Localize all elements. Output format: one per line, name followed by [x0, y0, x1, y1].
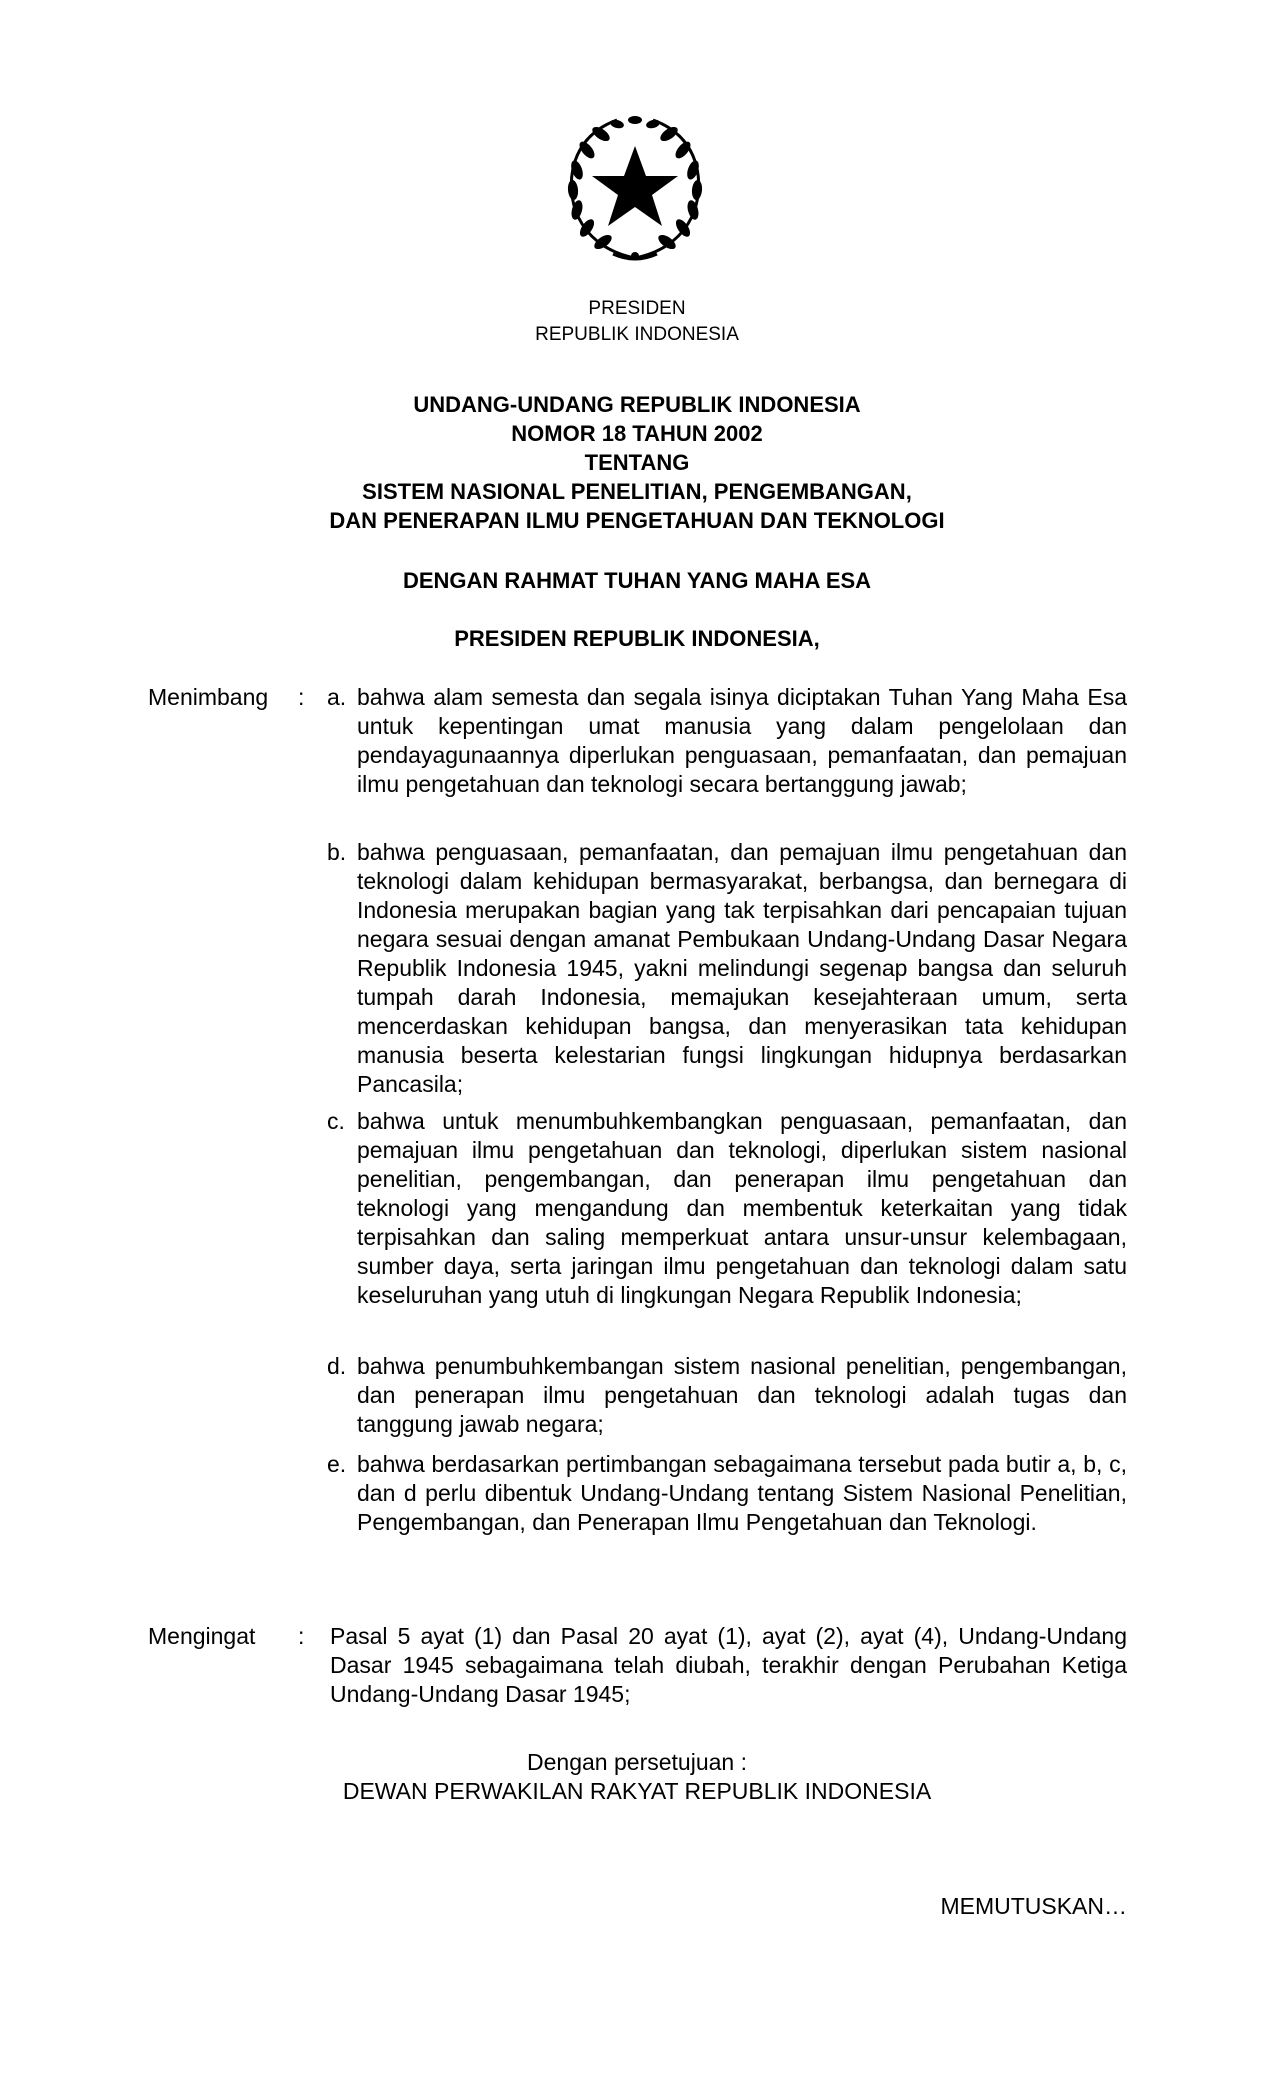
item-text: bahwa alam semesta dan segala isinya diciptakan Tuhan Yang Maha Esa untuk kepentingan umat manusia yang dalam pengelolaan dan pendayagunaannya diperlukan penguasaan, pemanfaatan, dan pemajuan ilmu pengetahuan dan teknologi secara bertanggung jawab; — [357, 684, 1127, 797]
document-title — [237, 390, 1037, 535]
menimbang-item-a — [327, 683, 1127, 799]
garuda-star-emblem-icon — [555, 108, 715, 268]
mengingat-label: Mengingat — [148, 1623, 256, 1649]
menimbang-item-d — [327, 1352, 1127, 1439]
title-line: SISTEM NASIONAL PENELITIAN, PENGEMBANGAN, — [362, 479, 912, 504]
menimbang-colon: : — [298, 684, 305, 710]
item-letter: c. — [327, 1108, 345, 1134]
item-letter: e. — [327, 1451, 347, 1477]
title-line: NOMOR 18 TAHUN 2002 — [511, 421, 763, 446]
president-label-line1: PRESIDEN — [588, 298, 686, 319]
menimbang-item-c — [327, 1107, 1127, 1310]
item-text: bahwa untuk menumbuhkembangkan penguasaan, pemanfaatan, dan pemajuan ilmu pengetahuan dan teknologi, diperlukan sistem nasional penelitian, pengembangan, dan penerapan ilmu pengetahuan dan teknologi yang mengandung dan membentuk keterkaitan yang tidak terpisahkan dan saling memperkuat antara unsur-unsur kelembagaan, sumber daya, serta jaringan ilmu pengetahuan dan teknologi dalam satu keseluruhan yang utuh di lingkungan Negara Republik Indonesia; — [357, 1108, 1127, 1308]
item-letter: a. — [327, 684, 347, 710]
item-letter: b. — [327, 839, 347, 865]
item-text: bahwa berdasarkan pertimbangan sebagaimana tersebut pada butir a, b, c, dan d perlu dibentuk Undang-Undang tentang Sistem Nasional Penelitian, Pengembangan, dan Penerapan Ilmu Pengetahuan dan Teknologi. — [357, 1451, 1127, 1535]
menimbang-item-b — [327, 838, 1127, 1099]
item-letter: d. — [327, 1353, 347, 1379]
menimbang-label: Menimbang — [148, 684, 269, 710]
menimbang-item-e — [327, 1450, 1127, 1537]
title-line: DAN PENERAPAN ILMU PENGETAHUAN DAN TEKNOLOGI — [329, 508, 945, 533]
mengingat-text: Pasal 5 ayat (1) dan Pasal 20 ayat (1), ayat (2), ayat (4), Undang-Undang Dasar 1945 sebagaimana telah diubah, terakhir dengan Perubahan Ketiga Undang-Undang Dasar 1945; — [330, 1623, 1127, 1707]
persetujuan-line1: Dengan persetujuan : — [527, 1749, 747, 1775]
continuation-marker: MEMUTUSKAN… — [940, 1893, 1127, 1919]
item-text: bahwa penumbuhkembangan sistem nasional penelitian, pengembangan, dan penerapan ilmu pengetahuan dan teknologi adalah tugas dan tanggung jawab negara; — [357, 1353, 1127, 1437]
title-line: UNDANG-UNDANG REPUBLIK INDONESIA — [413, 392, 861, 417]
persetujuan-line2: DEWAN PERWAKILAN RAKYAT REPUBLIK INDONESIA — [342, 1778, 932, 1804]
title-line: TENTANG — [584, 450, 690, 475]
president-label-line2: REPUBLIK INDONESIA — [535, 324, 739, 345]
mengingat-colon: : — [298, 1623, 305, 1649]
invocation-heading: DENGAN RAHMAT TUHAN YANG MAHA ESA — [402, 568, 872, 593]
president-heading: PRESIDEN REPUBLIK INDONESIA, — [454, 626, 820, 651]
item-text: bahwa penguasaan, pemanfaatan, dan pemajuan ilmu pengetahuan dan teknologi dalam kehidupan bermasyarakat, berbangsa, dan bernegara di Indonesia merupakan bagian yang tak terpisahkan dari pencapaian tujuan negara sesuai dengan amanat Pembukaan Undang-Undang Dasar Negara Republik Indonesia 1945, yakni melindungi segenap bangsa dan seluruh tumpah darah Indonesia, memajukan kesejahteraan umum, serta mencerdaskan kehidupan bangsa, dan menyerasikan tata kehidupan manusia beserta kelestarian fungsi lingkungan hidupnya berdasarkan Pancasila; — [357, 839, 1127, 1097]
